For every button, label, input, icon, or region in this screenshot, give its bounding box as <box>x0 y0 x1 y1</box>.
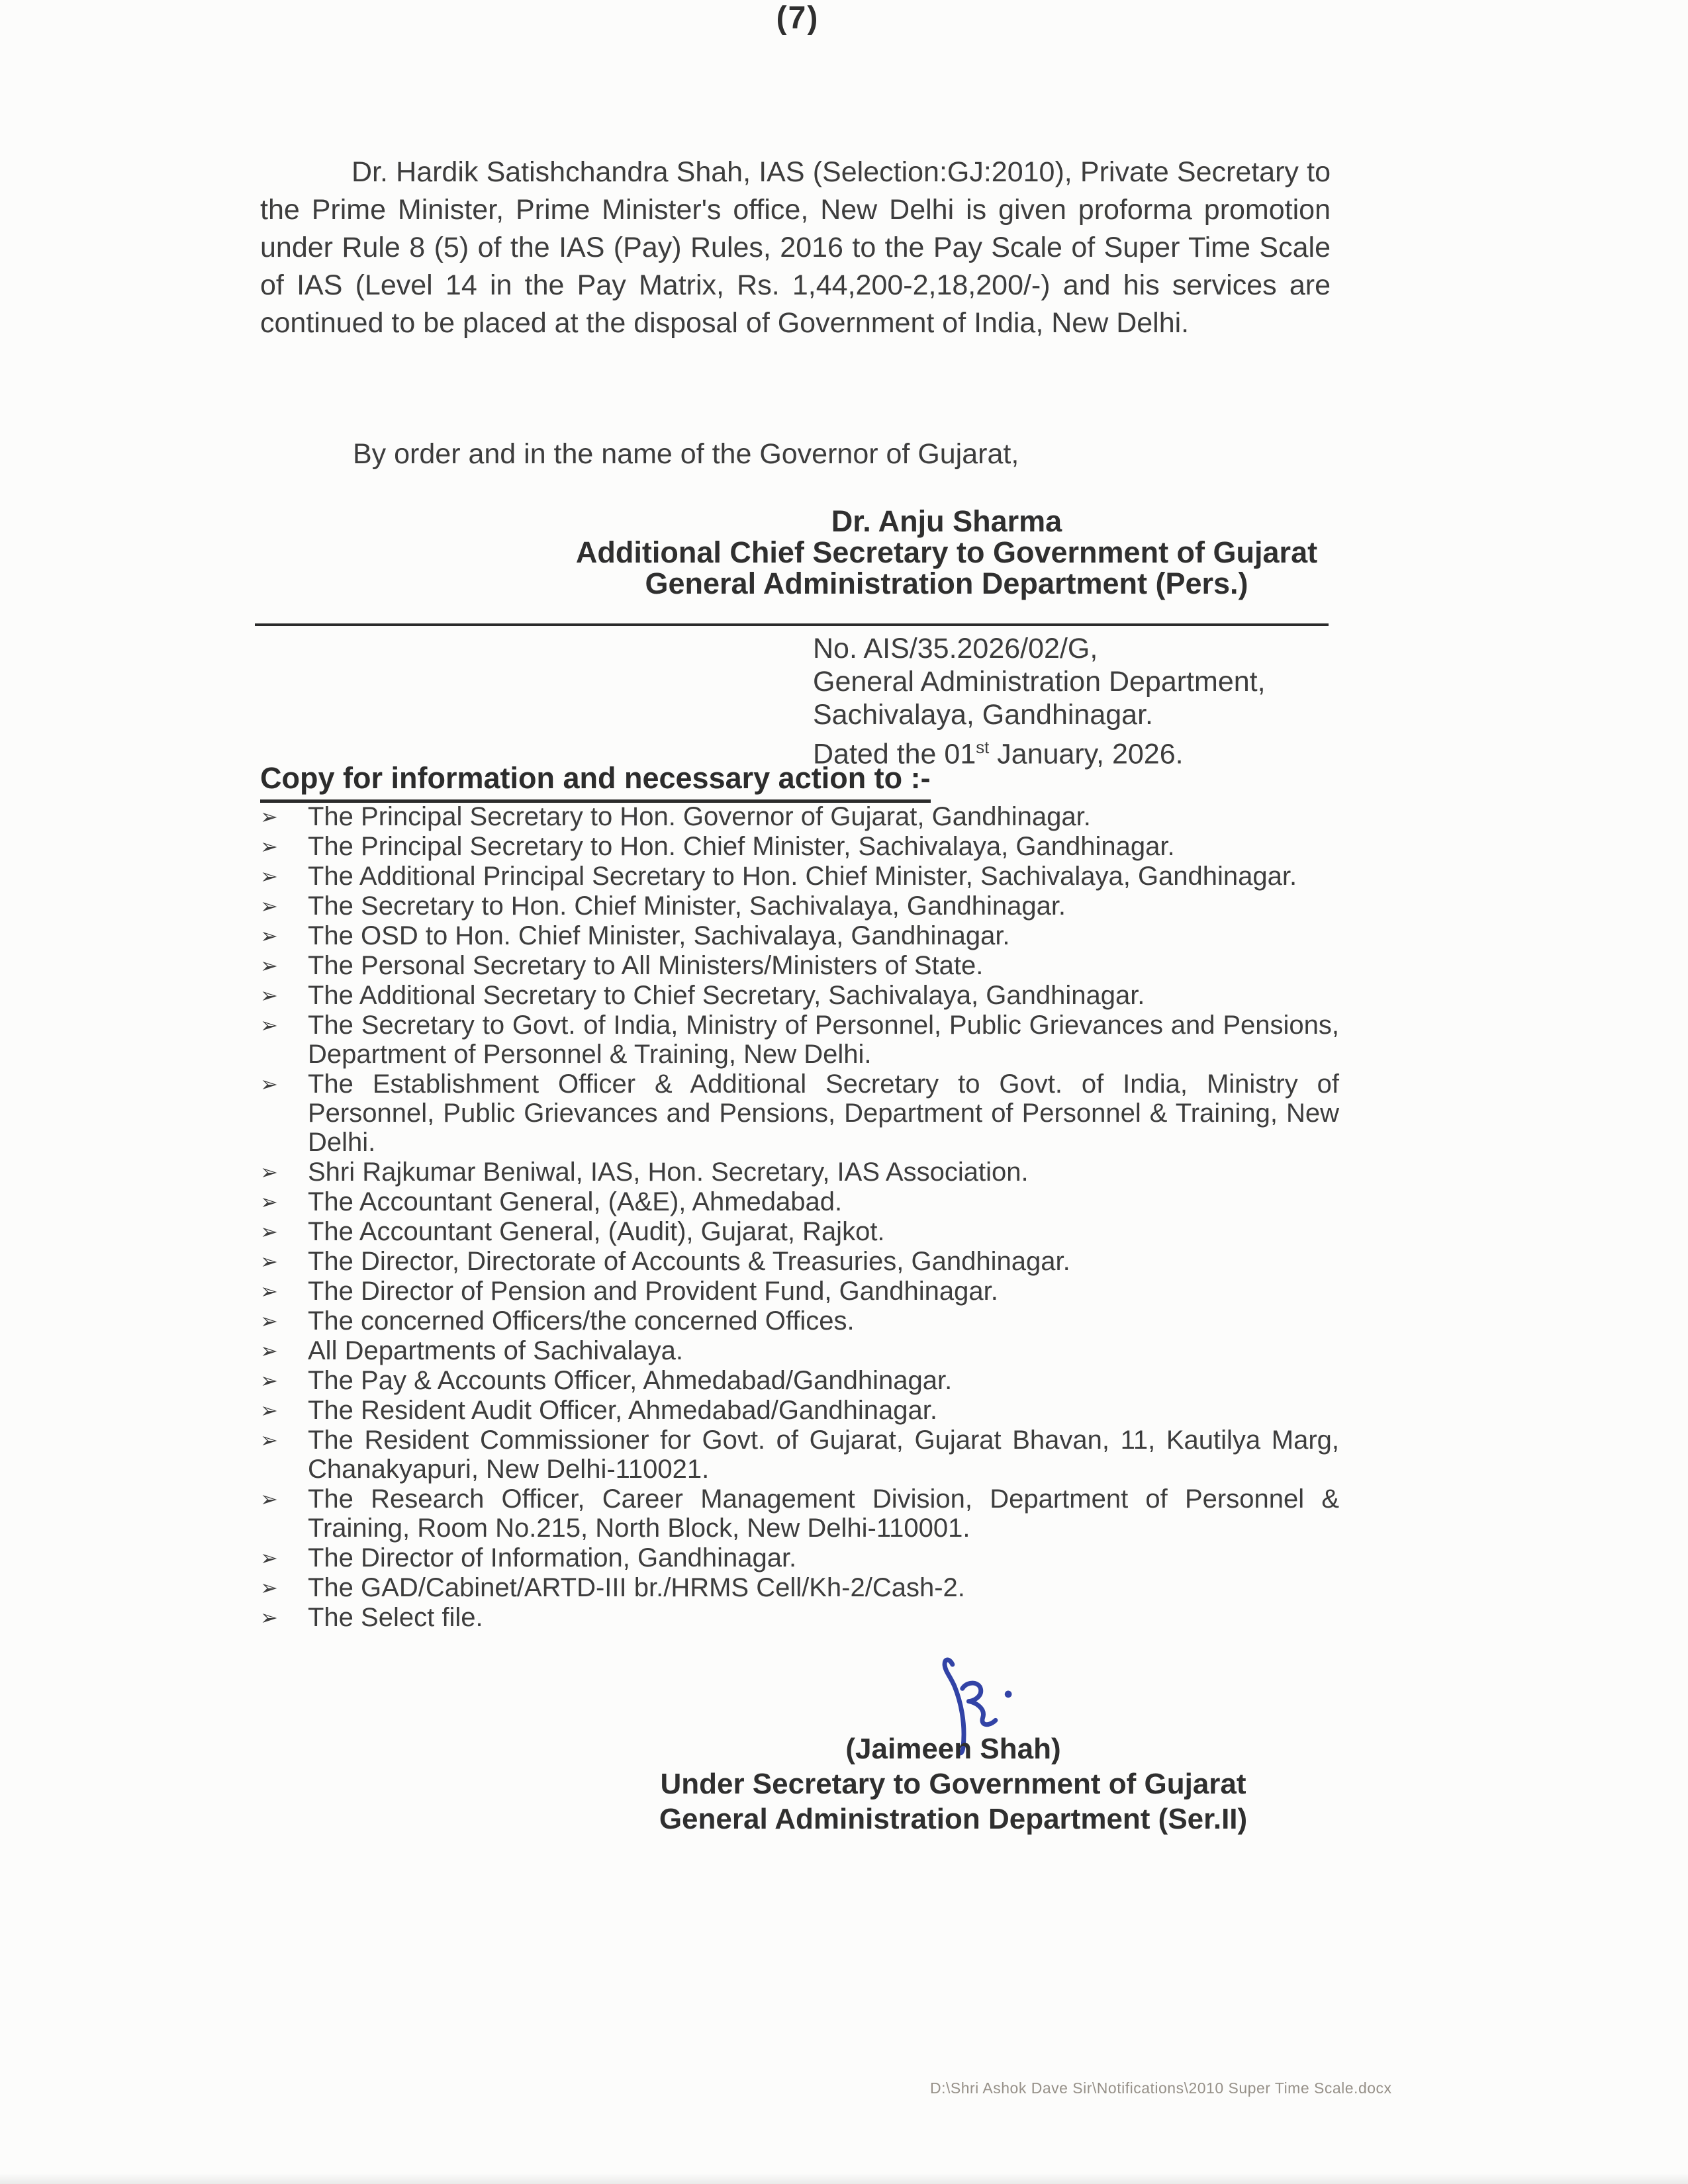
arrow-bullet-icon: ➢ <box>260 1072 278 1096</box>
arrow-bullet-icon: ➢ <box>260 1398 278 1422</box>
signature-dot <box>1005 1691 1012 1698</box>
arrow-bullet-icon: ➢ <box>260 1428 278 1452</box>
arrow-bullet-icon: ➢ <box>260 1190 278 1214</box>
copy-list-item <box>260 1543 1339 1572</box>
date-text: Dated the 01 <box>813 738 976 770</box>
copy-list-item <box>260 1396 1339 1425</box>
signing-officer-block <box>513 1731 1393 1837</box>
arrow-bullet-icon: ➢ <box>260 1369 278 1392</box>
copy-list-item-text: The Director, Directorate of Accounts & Treasuries, Gandhinagar. <box>308 1247 1070 1276</box>
arrow-bullet-icon: ➢ <box>260 1576 278 1600</box>
authority-name: Dr. Anju Sharma <box>831 504 1062 538</box>
copy-list-item-text: The Resident Commissioner for Govt. of Gujarat, Gujarat Bhavan, 11, Kautilya Marg, Chanakyapuri, New Delhi-110021. <box>308 1426 1339 1484</box>
copy-list-item <box>260 981 1339 1010</box>
copy-list-item-text: The Principal Secretary to Hon. Governor of Gujarat, Gandhinagar. <box>308 802 1091 831</box>
copy-list-item-text: The Additional Principal Secretary to Hon. Chief Minister, Sachivalaya, Gandhinagar. <box>308 862 1297 891</box>
signing-officer-title-line1: Under Secretary to Government of Gujarat <box>660 1768 1246 1800</box>
copy-list-item-text: The Research Officer, Career Management Division, Department of Personnel & Training, Room No.215, North Block, New Delhi-110001. <box>308 1484 1339 1543</box>
arrow-bullet-icon: ➢ <box>260 924 278 948</box>
arrow-bullet-icon: ➢ <box>260 864 278 888</box>
copy-list-item <box>260 1247 1339 1276</box>
arrow-bullet-icon: ➢ <box>260 1013 278 1037</box>
copy-list-item-text: The GAD/Cabinet/ARTD-III br./HRMS Cell/Kh-2/Cash-2. <box>308 1573 965 1602</box>
copy-heading-wrap <box>260 761 931 803</box>
by-order-line: By order and in the name of the Governor of Gujarat, <box>353 438 1019 470</box>
copy-list-item <box>260 1217 1339 1246</box>
copy-list-item-text: Shri Rajkumar Beniwal, IAS, Hon. Secretary, IAS Association. <box>308 1158 1029 1187</box>
copy-heading: Copy for information and necessary action to :- <box>260 761 931 803</box>
date-text-suffix: January, 2026. <box>989 738 1184 770</box>
order-paragraph: Dr. Hardik Satishchandra Shah, IAS (Selection:GJ:2010), Private Secretary to the Prime Minister, Prime Minister's office, New Delhi is given proforma promotion under Rule 8 (5) of the IAS (Pay) Rules, 2016 to the Pay Scale of Super Time Scale of IAS (Level 14 in the Pay Matrix, Rs. 1,44,200-2,18,200/-) and his services are continued to be placed at the disposal of Government of India, New Delhi. <box>260 156 1331 339</box>
arrow-bullet-icon: ➢ <box>260 1487 278 1511</box>
copy-list-item-text: The Establishment Officer & Additional Secretary to Govt. of India, Ministry of Personnel, Public Grievances and Pensions, Department of Personnel & Training, New Delhi. <box>308 1069 1339 1157</box>
copy-list-item-text: The Pay & Accounts Officer, Ahmedabad/Gandhinagar. <box>308 1366 953 1395</box>
arrow-bullet-icon: ➢ <box>260 1309 278 1333</box>
date-ordinal: st <box>976 739 990 757</box>
copy-list-item <box>260 1603 1339 1632</box>
copy-list-item-text: All Departments of Sachivalaya. <box>308 1336 683 1365</box>
reference-place: Sachivalaya, Gandhinagar. <box>813 699 1153 731</box>
copy-list-item <box>260 921 1339 950</box>
copy-list-item <box>260 832 1339 861</box>
arrow-bullet-icon: ➢ <box>260 1546 278 1570</box>
copy-list-item <box>260 862 1339 891</box>
document-file-path: D:\Shri Ashok Dave Sir\Notifications\2010 Super Time Scale.docx <box>930 2079 1392 2097</box>
copy-list-item-text: The OSD to Hon. Chief Minister, Sachivalaya, Gandhinagar. <box>308 921 1010 950</box>
copy-list-item <box>260 951 1339 980</box>
arrow-bullet-icon: ➢ <box>260 805 278 829</box>
copy-list-item-text: The Secretary to Govt. of India, Ministry of Personnel, Public Grievances and Pensions, Department of Personnel & Training, New Delhi. <box>308 1011 1339 1069</box>
page-number: (7) <box>776 1 820 36</box>
copy-list-item-text: The concerned Officers/the concerned Offices. <box>308 1306 855 1336</box>
copy-list-item <box>260 1573 1339 1602</box>
copy-list-item <box>260 1069 1339 1157</box>
reference-number: No. AIS/35.2026/02/G, <box>813 633 1098 664</box>
copy-list-item-text: The Principal Secretary to Hon. Chief Minister, Sachivalaya, Gandhinagar. <box>308 832 1175 861</box>
copy-list-item-text: The Director of Pension and Provident Fund, Gandhinagar. <box>308 1277 998 1306</box>
copy-list-item-text: The Accountant General, (A&E), Ahmedabad. <box>308 1187 843 1216</box>
copy-list-item-text: The Select file. <box>308 1603 483 1632</box>
arrow-bullet-icon: ➢ <box>260 1606 278 1629</box>
arrow-bullet-icon: ➢ <box>260 954 278 978</box>
signing-officer-title-line2: General Administration Department (Ser.II) <box>659 1803 1248 1835</box>
arrow-bullet-icon: ➢ <box>260 1279 278 1303</box>
arrow-bullet-icon: ➢ <box>260 1250 278 1273</box>
authority-title-line2: General Administration Department (Pers.) <box>645 567 1248 600</box>
copy-distribution-list <box>260 802 1339 1633</box>
authority-title-line1: Additional Chief Secretary to Government of Gujarat <box>575 535 1318 569</box>
copy-list-item-text: The Accountant General, (Audit), Gujarat, Rajkot. <box>308 1217 885 1246</box>
copy-list-item <box>260 1426 1339 1484</box>
arrow-bullet-icon: ➢ <box>260 835 278 858</box>
reference-department: General Administration Department, <box>813 666 1266 698</box>
copy-list-item <box>260 1011 1339 1069</box>
arrow-bullet-icon: ➢ <box>260 1220 278 1244</box>
copy-list-item <box>260 1484 1339 1543</box>
copy-list-item-text: The Resident Audit Officer, Ahmedabad/Gandhinagar. <box>308 1396 938 1425</box>
copy-list-item <box>260 1187 1339 1216</box>
copy-list-item <box>260 802 1339 831</box>
signing-officer-name: (Jaimeen Shah) <box>845 1733 1061 1765</box>
arrow-bullet-icon: ➢ <box>260 983 278 1007</box>
authority-signatory-block <box>463 506 1430 599</box>
copy-list-item <box>260 1366 1339 1395</box>
copy-list-item-text: The Additional Secretary to Chief Secretary, Sachivalaya, Gandhinagar. <box>308 981 1145 1010</box>
arrow-bullet-icon: ➢ <box>260 1339 278 1363</box>
copy-list-item-text: The Director of Information, Gandhinagar. <box>308 1543 797 1572</box>
reference-block <box>813 632 1266 770</box>
copy-list-item-text: The Personal Secretary to All Ministers/Ministers of State. <box>308 951 984 980</box>
copy-list-item <box>260 1306 1339 1336</box>
copy-list-item-text: The Secretary to Hon. Chief Minister, Sachivalaya, Gandhinagar. <box>308 891 1066 921</box>
arrow-bullet-icon: ➢ <box>260 894 278 918</box>
copy-list-item <box>260 1336 1339 1365</box>
copy-list-item <box>260 1277 1339 1306</box>
copy-list-item <box>260 891 1339 921</box>
arrow-bullet-icon: ➢ <box>260 1160 278 1184</box>
horizontal-divider <box>255 623 1329 626</box>
copy-list-item <box>260 1158 1339 1187</box>
